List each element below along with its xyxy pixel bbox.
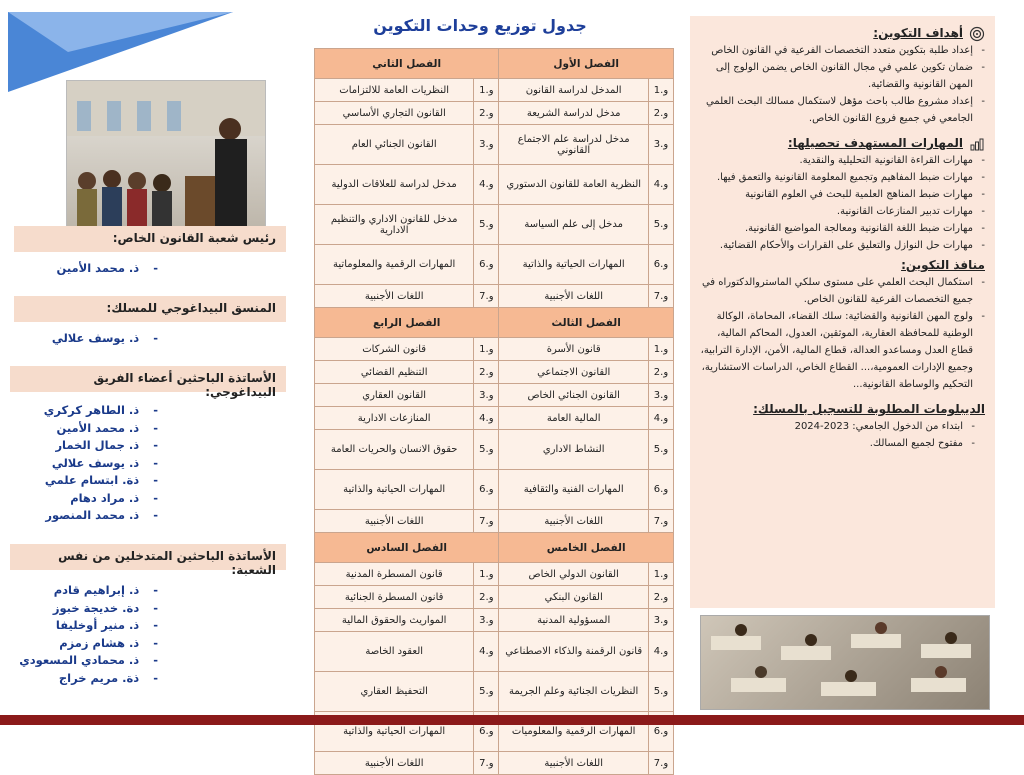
list-item: - مهارات ضبط اللغة القانونية ومعالجة المواضيع القانونية.	[700, 220, 985, 237]
list-item: - ذ. يوسف علالي	[44, 455, 158, 473]
module-code: و.3	[474, 125, 499, 165]
table-row	[315, 632, 674, 672]
bar-chart-icon	[969, 136, 985, 152]
list-item: - ذ. محمد الأمين	[57, 260, 159, 278]
table-row	[315, 586, 674, 609]
table-row	[315, 79, 674, 102]
diplomas-heading	[700, 401, 985, 418]
list-item: - ذة. ابتسام علمي	[44, 472, 158, 490]
module-code: و.7	[474, 510, 499, 533]
list-item: - استكمال البحث العلمي على مستوى سلكي الماستروالدكتوراه في جميع التخصصات الفرعية للقانون الخاص.	[700, 274, 985, 308]
semester-header-row	[315, 49, 674, 79]
team-title: الأساتذة الباحثين أعضاء الفريق البيداغوجي:	[10, 366, 286, 392]
table-row	[315, 165, 674, 205]
outlets-heading	[700, 257, 985, 274]
module-name: المهارات الفنية والثقافية	[499, 470, 649, 510]
module-name: المدخل لدراسة القانون	[499, 79, 649, 102]
table-row	[315, 752, 674, 775]
semester-header: الفصل الثالث	[499, 308, 674, 338]
module-name: المالية العامة	[499, 407, 649, 430]
module-name: النظريات العامة للالتزامات	[315, 79, 474, 102]
module-code: و.5	[649, 205, 674, 245]
table-row	[315, 563, 674, 586]
module-code: و.4	[649, 165, 674, 205]
module-name: النظريات الجنائية وعلم الجريمة	[499, 672, 649, 712]
list-item: - ذ. محمد المنصور	[44, 507, 158, 525]
module-name: اللغات الأجنبية	[315, 752, 474, 775]
table-row	[315, 384, 674, 407]
list-item: - مهارات القراءة القانونية التحليلية والنقدية.	[700, 152, 985, 169]
list-item: - ذ. يوسف علالي	[52, 330, 158, 348]
module-name: المنازعات الادارية	[315, 407, 474, 430]
module-name: اللغات الأجنبية	[315, 285, 474, 308]
module-code: و.3	[649, 384, 674, 407]
module-code: و.4	[474, 165, 499, 205]
table-row	[315, 510, 674, 533]
module-code: و.6	[474, 470, 499, 510]
lecture-photo	[66, 80, 266, 230]
module-name: المهارات الحياتية والذاتية	[315, 470, 474, 510]
list-item: - ولوج المهن القانونية والقضائية: سلك القضاء، المحاماة، الوكالة الوطنية للمحافظة العقارية، الموثقين، العدول، المحاكم المالية، قطاع العدل ومساعدو العدالة، قطاع المالية، الأمن، الإدارة الترابية، وجميع الإدارات العمومية،... القطاع الخاص، الدراسات الاستشارية، التحكيم والوساطة القانونية...	[700, 308, 985, 393]
goals-heading	[700, 25, 985, 42]
bottom-bar	[0, 715, 1024, 725]
module-code: و.4	[649, 632, 674, 672]
module-code: و.6	[474, 245, 499, 285]
module-code: و.6	[649, 712, 674, 752]
module-code: و.4	[649, 407, 674, 430]
module-code: و.1	[649, 563, 674, 586]
list-item: - ذ. منير أوخليفا	[19, 617, 158, 635]
module-name: حقوق الانسان والحريات العامة	[315, 430, 474, 470]
table-row	[315, 245, 674, 285]
goals-title: أهداف التكوين:	[873, 26, 963, 40]
module-name: المهارات الرقمية والمعلوماتية	[315, 245, 474, 285]
list-item: - ذ. محمادي المسعودي	[19, 652, 158, 670]
module-code: و.3	[649, 125, 674, 165]
coordinator-title: المنسق البيداغوجي للمسلك:	[14, 296, 286, 322]
module-code: و.2	[649, 102, 674, 125]
module-code: و.4	[474, 407, 499, 430]
module-name: النظرية العامة للقانون الدستوري	[499, 165, 649, 205]
list-item: - دة. خديجة خبوز	[19, 600, 158, 618]
list-item: - مفتوح لجميع المسالك.	[700, 435, 975, 452]
module-code: و.5	[474, 672, 499, 712]
module-name: قانون الأسرة	[499, 338, 649, 361]
module-name: المهارات الرقمية والمعلوميات	[499, 712, 649, 752]
module-code: و.1	[474, 338, 499, 361]
list-item: - مهارات ضبط المناهج العلمية للبحث في العلوم القانونية	[700, 186, 985, 203]
module-code: و.2	[474, 586, 499, 609]
skills-title: المهارات المستهدف تحصيلها:	[787, 136, 963, 150]
list-item: - ذ. الطاهر كركري	[44, 402, 158, 420]
table-row	[315, 407, 674, 430]
list-item: - مهارات ضبط المفاهيم وتجميع المعلومة القانونية والتعمق فيها.	[700, 169, 985, 186]
list-item: - ذ. إبراهيم قادم	[19, 582, 158, 600]
module-name: المهارات الحياتية والذاتية	[499, 245, 649, 285]
semester-header: الفصل الرابع	[315, 308, 499, 338]
table-row	[315, 102, 674, 125]
module-name: المسؤولية المدنية	[499, 609, 649, 632]
module-code: و.2	[474, 361, 499, 384]
module-name: القانون الجنائي الخاص	[499, 384, 649, 407]
contributors-title: الأساتذة الباحثين المتدخلين من نفس الشعبة:	[10, 544, 286, 570]
module-code: و.7	[649, 510, 674, 533]
module-name: قانون الشركات	[315, 338, 474, 361]
module-code: و.3	[649, 609, 674, 632]
module-name: مدخل لدراسة الشريعة	[499, 102, 649, 125]
list-item: - إعداد مشروع طالب باحث مؤهل لاستكمال مسالك البحث العلمي الجامعي في جميع فروع القانون الخاص.	[700, 93, 985, 127]
module-name: التحفيظ العقاري	[315, 672, 474, 712]
module-code: و.6	[474, 712, 499, 752]
left-column	[8, 12, 288, 712]
semester-header: الفصل الأول	[499, 49, 674, 79]
list-item: - ضمان تكوين علمي في مجال القانون الخاص يضمن الولوج إلى المهن القانونية والقضائية.	[700, 59, 985, 93]
module-name: القانون الدولي الخاص	[499, 563, 649, 586]
skills-heading	[700, 135, 985, 152]
module-code: و.7	[649, 285, 674, 308]
module-code: و.5	[649, 430, 674, 470]
right-column	[690, 16, 995, 608]
module-code: و.6	[649, 245, 674, 285]
module-code: و.1	[474, 79, 499, 102]
module-code: و.1	[649, 338, 674, 361]
module-name: اللغات الأجنبية	[315, 510, 474, 533]
table-row	[315, 470, 674, 510]
module-name: مدخل إلى علم السياسة	[499, 205, 649, 245]
module-name: مدخل لدراسة علم الاجتماع القانوني	[499, 125, 649, 165]
list-item: - مهارات حل النوازل والتعليق على القرارات والأحكام القضائية.	[700, 237, 985, 254]
module-name: مدخل لدراسة للعلاقات الدولية	[315, 165, 474, 205]
semester-header-row	[315, 308, 674, 338]
module-code: و.7	[649, 752, 674, 775]
goals-list	[700, 42, 985, 127]
module-code: و.1	[649, 79, 674, 102]
module-code: و.5	[474, 205, 499, 245]
module-code: و.3	[474, 384, 499, 407]
list-item: - ابتداء من الدخول الجامعي: 2023-2024	[700, 418, 975, 435]
list-item: - إعداد طلبة بتكوين متعدد التخصصات الفرعية في القانون الخاص	[700, 42, 985, 59]
module-name: المواريث والحقوق المالية	[315, 609, 474, 632]
module-name: اللغات الأجنبية	[499, 752, 649, 775]
semester-header: الفصل الثاني	[315, 49, 499, 79]
diplomas-title: الديبلومات المطلوبة للتسجيل بالمسلك:	[753, 402, 985, 416]
module-code: و.3	[474, 609, 499, 632]
module-name: القانون الجنائي العام	[315, 125, 474, 165]
module-code: و.2	[474, 102, 499, 125]
module-name: القانون البنكي	[499, 586, 649, 609]
outlets-title: منافذ التكوين:	[901, 258, 985, 272]
table-row	[315, 338, 674, 361]
module-code: و.7	[474, 285, 499, 308]
outlets-list	[700, 274, 985, 393]
module-code: و.2	[649, 361, 674, 384]
module-name: قانون المسطرة المدنية	[315, 563, 474, 586]
team-list	[44, 402, 158, 525]
module-name: التنظيم القضائي	[315, 361, 474, 384]
list-item: - مهارات تدبير المنازعات القانونية.	[700, 203, 985, 220]
module-code: و.4	[474, 632, 499, 672]
semester-header-row	[315, 533, 674, 563]
module-name: القانون الاجتماعي	[499, 361, 649, 384]
list-item: - ذ. محمد الأمين	[44, 420, 158, 438]
module-name: قانون الرقمنة والذكاء الاصطناعي	[499, 632, 649, 672]
modules-table	[314, 48, 674, 775]
coordinator-list	[52, 330, 158, 348]
module-name: المهارات الحياتية والذاتية	[315, 712, 474, 752]
module-name: اللغات الأجنبية	[499, 285, 649, 308]
skills-list	[700, 152, 985, 254]
table-row	[315, 430, 674, 470]
table-row	[315, 125, 674, 165]
target-icon	[969, 26, 985, 42]
list-item: - ذ. هشام زمزم	[19, 635, 158, 653]
diplomas-list	[700, 418, 985, 452]
semester-header: الفصل السادس	[315, 533, 499, 563]
exam-hall-photo	[700, 615, 990, 710]
module-code: و.5	[474, 430, 499, 470]
module-name: القانون التجاري الأساسي	[315, 102, 474, 125]
module-code: و.7	[474, 752, 499, 775]
module-code: و.5	[649, 672, 674, 712]
table-row	[315, 361, 674, 384]
table-row	[315, 609, 674, 632]
schedule-title: جدول توزيع وحدات التكوين	[373, 16, 587, 35]
head-of-branch-title: رئيس شعبة القانون الخاص:	[14, 226, 286, 252]
module-code: و.1	[474, 563, 499, 586]
head-of-branch-list	[57, 260, 159, 278]
table-row	[315, 285, 674, 308]
module-name: العقود الخاصة	[315, 632, 474, 672]
list-item: - ذ. مراد دهام	[44, 490, 158, 508]
module-name: اللغات الأجنبية	[499, 510, 649, 533]
table-row	[315, 205, 674, 245]
semester-header: الفصل الخامس	[499, 533, 674, 563]
module-name: النشاط الاداري	[499, 430, 649, 470]
module-code: و.2	[649, 586, 674, 609]
list-item: - ذة. مريم خراج	[19, 670, 158, 688]
module-name: مدخل للقانون الاداري والتنظيم الادارية	[315, 205, 474, 245]
contributors-list	[19, 582, 158, 687]
table-row	[315, 672, 674, 712]
list-item: - ذ. جمال الخمار	[44, 437, 158, 455]
module-code: و.6	[649, 470, 674, 510]
module-name: قانون المسطرة الجنائية	[315, 586, 474, 609]
module-name: القانون العقاري	[315, 384, 474, 407]
